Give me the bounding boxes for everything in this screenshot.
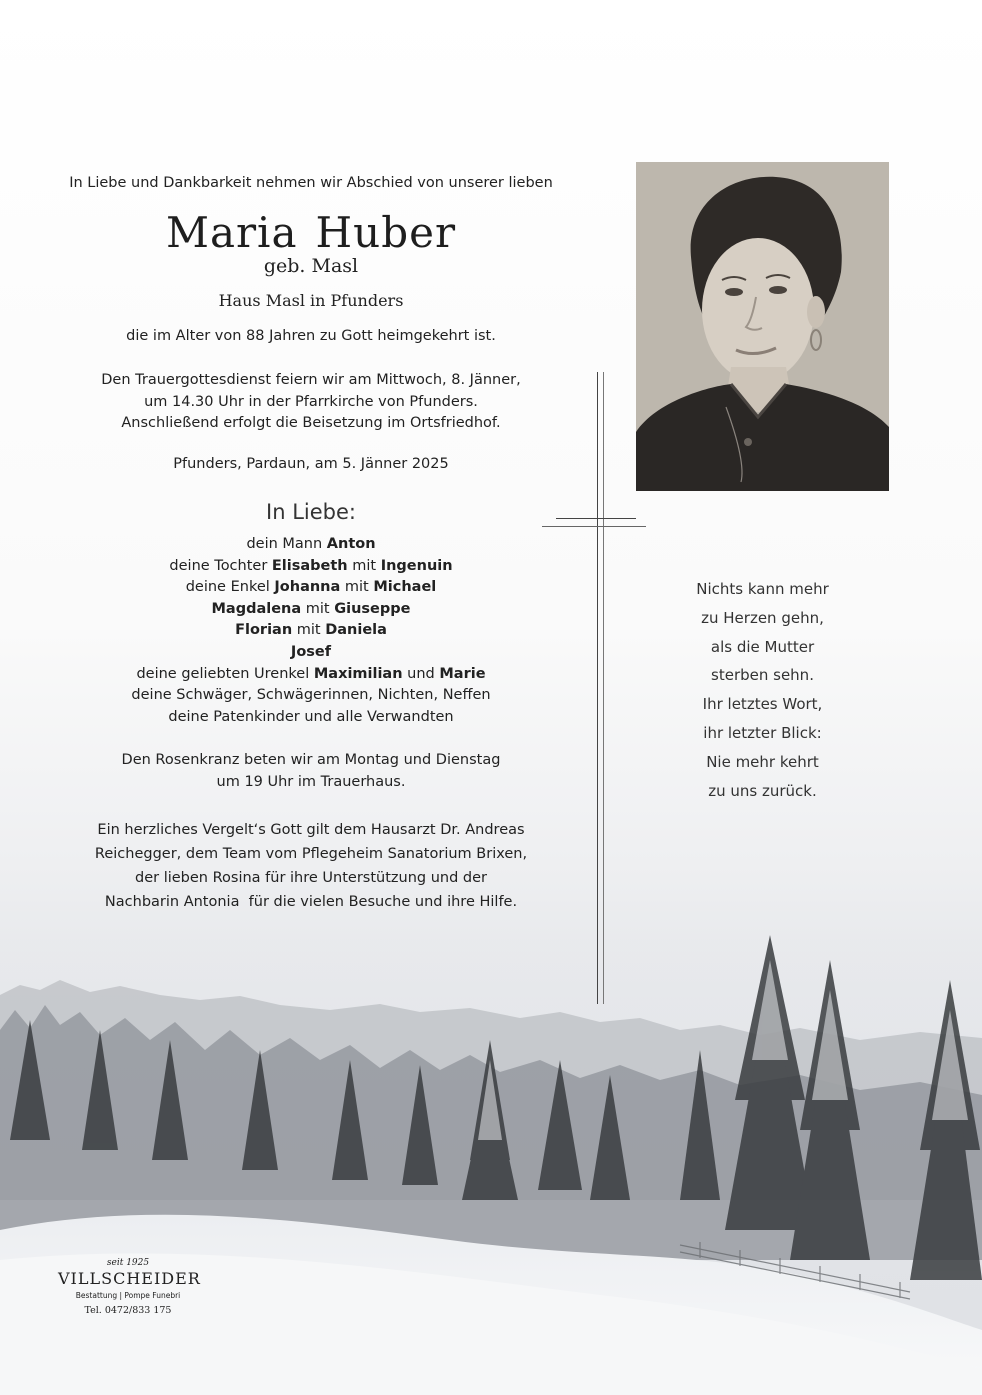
last-name: Huber — [315, 208, 457, 257]
poem-line: Ihr letztes Wort, — [702, 695, 823, 714]
service-line: um 14.30 Uhr in der Pfarrkirche von Pfunders. — [144, 393, 478, 410]
poem-line: ihr letzter Blick: — [703, 723, 822, 742]
family-line: Florian mit Daniela — [235, 622, 387, 639]
house-name: Haus Masl in Pfunders — [218, 291, 404, 310]
rosary-info — [0, 750, 622, 793]
rosary-line: Den Rosenkranz beten wir am Montag und Dienstag — [121, 752, 501, 768]
thanks-line: Nachbarin Antonia für die vielen Besuche und ihre Hilfe. — [104, 894, 518, 910]
family-line: deine geliebten Urenkel Maximilian und Marie — [136, 665, 486, 682]
cross-horizontal — [556, 518, 636, 519]
poem-line: Nie mehr kehrt — [706, 752, 819, 771]
poem-line: als die Mutter — [710, 637, 815, 656]
family-line: deine Schwäger, Schwägerinnen, Nichten, Neffen — [131, 687, 491, 704]
birth-name: geb. Masl — [263, 255, 359, 277]
logo-subtitle: Bestattung | Pompe Funebri — [75, 1291, 181, 1300]
logo-phone: Tel. 0472/833 175 — [84, 1305, 172, 1316]
family-line: deine Enkel Johanna mit Michael — [185, 579, 437, 596]
poem-line: sterben sehn. — [711, 666, 814, 685]
rosary-line: um 19 Uhr im Trauerhaus. — [216, 773, 406, 790]
family-line: deine Patenkinder und alle Verwandten — [168, 708, 454, 725]
service-line: Den Trauergottesdienst feiern wir am Mittwoch, 8. Jänner, — [101, 372, 521, 388]
cross-vertical — [597, 372, 598, 1004]
thanks-line: Reichegger, dem Team vom Pflegeheim Sanatorium Brixen, — [94, 846, 528, 862]
place-date: Pfunders, Pardaun, am 5. Jänner 2025 — [173, 456, 449, 472]
family-line: Josef — [290, 643, 332, 660]
logo-brand: VILLSCHEIDER — [58, 1269, 201, 1288]
family-line: dein Mann Anton — [246, 536, 376, 552]
poem-line: zu Herzen gehn, — [701, 608, 824, 627]
logo-since: seit 1925 — [106, 1258, 150, 1268]
poem — [636, 575, 889, 805]
poem-line: Nichts kann mehr — [696, 580, 829, 598]
intro-text: In Liebe und Dankbarkeit nehmen wir Abschied von unserer lieben — [69, 175, 553, 191]
love-heading: In Liebe: — [266, 500, 356, 524]
service-line: Anschließend erfolgt die Beisetzung im Ortsfriedhof. — [121, 415, 501, 431]
thanks-line: der lieben Rosina für ihre Unterstützung und der — [135, 870, 487, 886]
winter-landscape — [0, 900, 982, 1395]
age-line: die im Alter von 88 Jahren zu Gott heimgekehrt ist. — [126, 328, 496, 344]
thanks-text — [0, 818, 622, 914]
first-name: Maria — [165, 208, 298, 257]
portrait-photo — [636, 162, 889, 491]
funeral-home-logo — [58, 1258, 201, 1316]
family-list — [0, 534, 622, 728]
service-info — [0, 370, 622, 435]
thanks-line: Ein herzliches Vergelt‘s Gott gilt dem Hausarzt Dr. Andreas — [97, 822, 525, 838]
family-line: Magdalena mit Giuseppe — [211, 600, 411, 617]
family-line: deine Tochter Elisabeth mit Ingenuin — [169, 557, 453, 574]
deceased-name — [0, 208, 622, 257]
poem-line: zu uns zurück. — [708, 781, 817, 800]
